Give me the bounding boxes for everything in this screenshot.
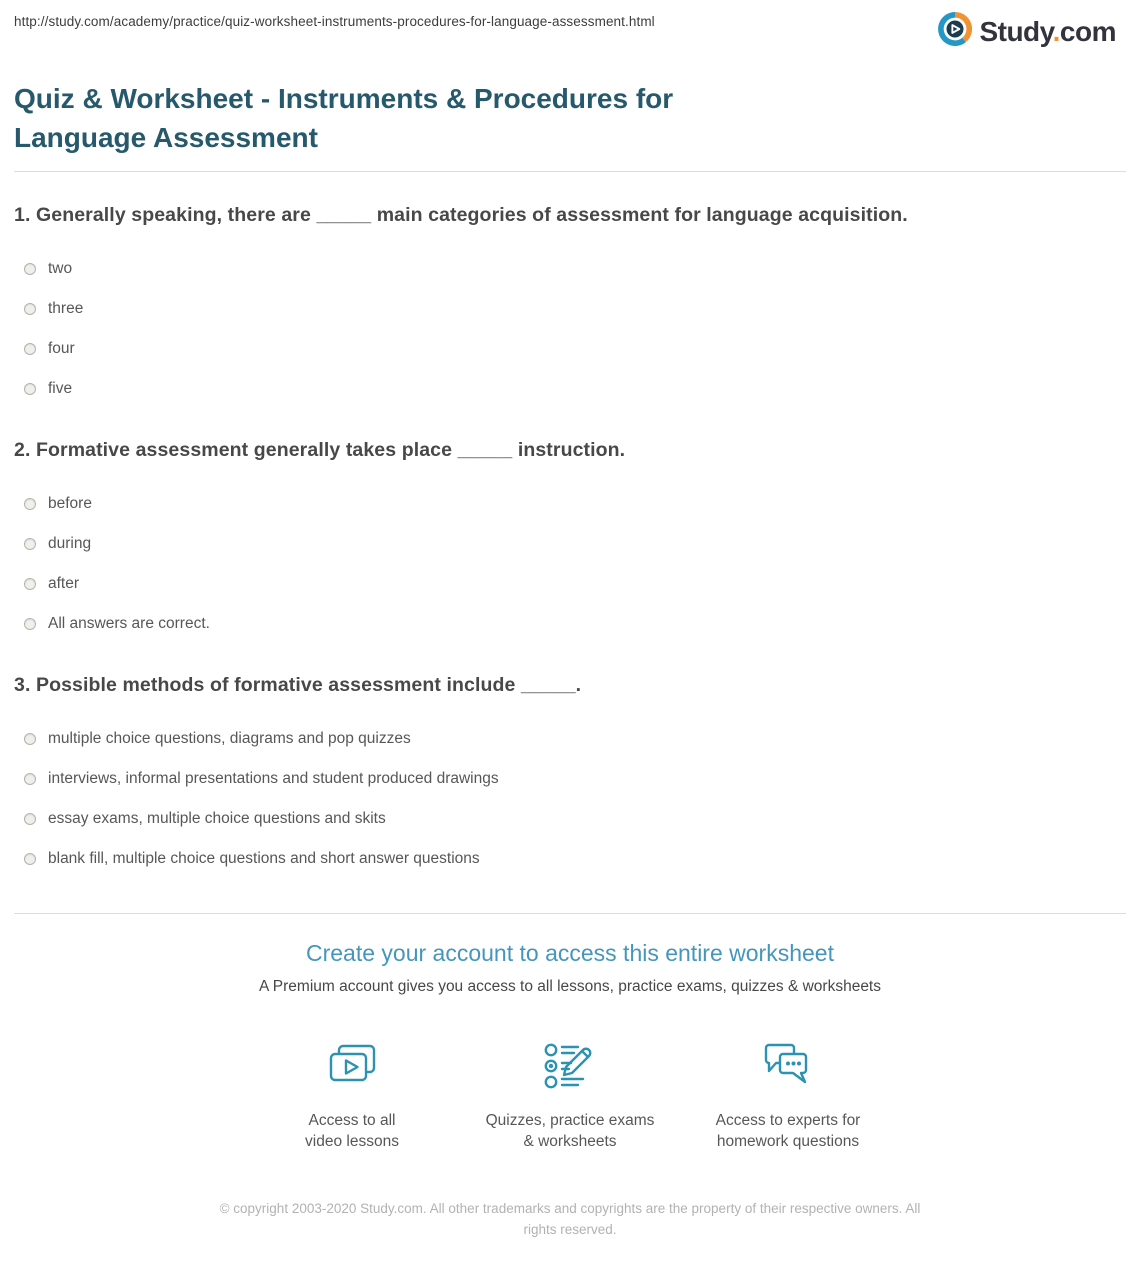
question-2-text: 2. Formative assessment generally takes place _____ instruction. <box>14 439 626 462</box>
question-2 <box>14 439 1126 644</box>
studycom-logo[interactable] <box>938 12 1126 51</box>
question-3-option-4[interactable] <box>24 839 1126 879</box>
radio-button[interactable] <box>24 538 36 550</box>
feature-experts-homework <box>679 1036 897 1152</box>
feature-label: Access to experts for homework questions <box>715 1112 861 1151</box>
premium-features <box>14 1036 1126 1152</box>
logo-wordmark: Study.com <box>979 15 1116 47</box>
radio-button[interactable] <box>24 578 36 590</box>
page-header <box>14 0 1126 51</box>
page-url: http://study.com/academy/practice/quiz-worksheet-instruments-procedures-for-language-assessment.html <box>14 14 655 29</box>
play-circle-logo-icon <box>938 12 972 51</box>
option-label[interactable]: blank fill, multiple choice questions and short answer questions <box>48 850 480 868</box>
radio-button[interactable] <box>24 733 36 745</box>
question-1-option-3[interactable] <box>24 329 1126 369</box>
radio-button[interactable] <box>24 383 36 395</box>
option-label[interactable]: five <box>48 380 73 398</box>
radio-button[interactable] <box>24 263 36 275</box>
option-label[interactable]: two <box>48 260 73 278</box>
option-label[interactable]: essay exams, multiple choice questions and skits <box>48 810 386 828</box>
option-label[interactable]: before <box>48 495 92 513</box>
radio-button[interactable] <box>24 773 36 785</box>
option-label[interactable]: All answers are correct. <box>48 615 210 633</box>
radio-button[interactable] <box>24 853 36 865</box>
question-1-text: 1. Generally speaking, there are _____ main categories of assessment for language acquisition. <box>14 204 908 227</box>
feature-label: Access to all video lessons <box>305 1112 399 1151</box>
cta-divider <box>14 913 1126 914</box>
radio-button[interactable] <box>24 498 36 510</box>
page-title: Quiz & Worksheet - Instruments & Procedures for Language Assessment <box>14 83 674 154</box>
page-footer <box>14 1198 1126 1270</box>
title-divider <box>14 171 1126 172</box>
option-label[interactable]: during <box>48 535 92 553</box>
question-2-option-3[interactable] <box>24 564 1126 604</box>
quiz-questions <box>14 204 1126 879</box>
radio-button[interactable] <box>24 813 36 825</box>
option-label[interactable]: four <box>48 340 75 358</box>
question-1-option-1[interactable] <box>24 249 1126 289</box>
create-account-link[interactable]: Create your account to access this entire worksheet <box>306 940 834 967</box>
copyright-text: © copyright 2003-2020 Study.com. All other trademarks and copyrights are the property of their respective owners. All rights reserved. <box>219 1201 921 1238</box>
option-label[interactable]: after <box>48 575 80 593</box>
chat-bubbles-icon <box>758 1036 818 1098</box>
feature-quizzes-worksheets <box>461 1036 679 1152</box>
question-2-option-1[interactable] <box>24 484 1126 524</box>
question-1-option-2[interactable] <box>24 289 1126 329</box>
premium-account-subtext: A Premium account gives you access to all lessons, practice exams, quizzes & worksheets <box>259 978 881 996</box>
quiz-pencil-icon <box>540 1036 600 1098</box>
question-3 <box>14 674 1126 879</box>
question-3-option-2[interactable] <box>24 759 1126 799</box>
question-1 <box>14 204 1126 409</box>
option-label[interactable]: interviews, informal presentations and student produced drawings <box>48 770 499 788</box>
question-2-option-4[interactable] <box>24 604 1126 644</box>
feature-video-lessons <box>243 1036 461 1152</box>
question-3-option-3[interactable] <box>24 799 1126 839</box>
question-2-option-2[interactable] <box>24 524 1126 564</box>
create-account-section <box>14 940 1126 1152</box>
radio-button[interactable] <box>24 618 36 630</box>
radio-button[interactable] <box>24 343 36 355</box>
question-1-option-4[interactable] <box>24 369 1126 409</box>
radio-button[interactable] <box>24 303 36 315</box>
video-lessons-icon <box>322 1036 382 1098</box>
question-3-option-1[interactable] <box>24 719 1126 759</box>
feature-label: Quizzes, practice exams & worksheets <box>485 1112 655 1151</box>
option-label[interactable]: three <box>48 300 84 318</box>
option-label[interactable]: multiple choice questions, diagrams and pop quizzes <box>48 730 411 748</box>
question-3-text: 3. Possible methods of formative assessment include _____. <box>14 674 582 697</box>
